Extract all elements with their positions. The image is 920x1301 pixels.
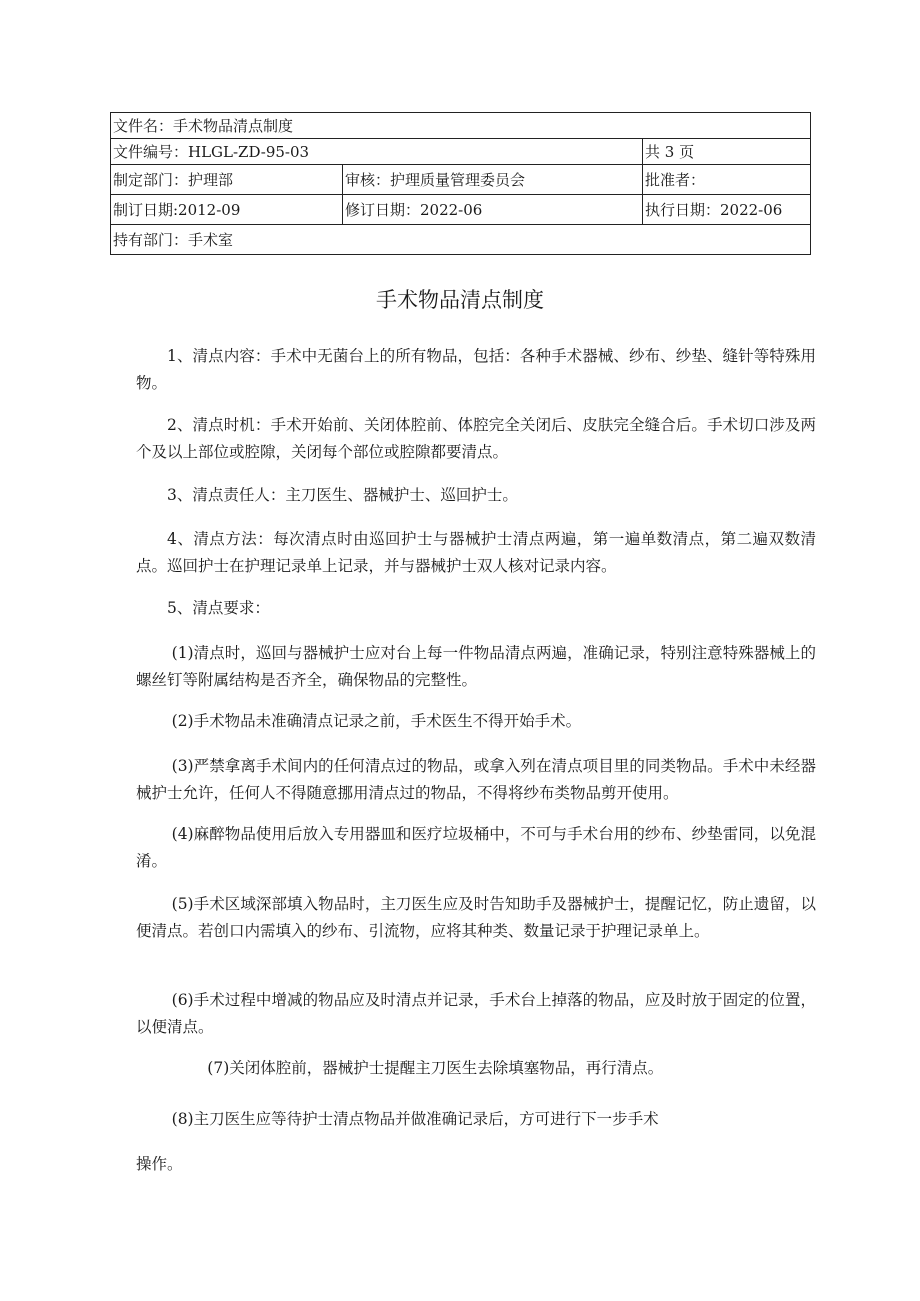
paragraph-1: 1、清点内容：手术中无菌台上的所有物品，包括：各种手术器械、纱布、纱垫、缝针等特殊用物。: [136, 347, 816, 392]
file-name-cell: 文件名：手术物品清点制度: [111, 113, 811, 139]
department-cell: 制定部门：护理部: [111, 165, 343, 195]
made-date-cell: 制订日期:2012-09: [111, 195, 343, 225]
paragraph-2: 2、清点时机：手术开始前、关闭体腔前、体腔完全关闭后、皮肤完全缝合后。手术切口涉及两个及以上部位或腔隙，关闭每个部位或腔隙都要清点。: [136, 416, 816, 461]
requirement-7: (7)关闭体腔前，器械护士提醒主刀医生去除填塞物品，再行清点。: [207, 1059, 664, 1077]
paragraph-3: 3、清点责任人：主刀医生、器械护士、巡回护士。: [167, 486, 518, 504]
requirement-8-continued: 操作。: [136, 1155, 183, 1173]
reviewer-cell: 审核：护理质量管理委员会: [343, 165, 643, 195]
paragraph-4: 4、清点方法：每次清点时由巡回护士与器械护士清点两遍，第一遍单数清点，第二遍双数清点。巡回护士在护理记录单上记录，并与器械护士双人核对记录内容。: [136, 530, 816, 575]
approver-cell: 批准者：: [643, 165, 811, 195]
requirement-1: (1)清点时，巡回与器械护士应对台上每一件物品清点两遍，准确记录，特别注意特殊器械上的螺丝钉等附属结构是否齐全，确保物品的完整性。: [136, 644, 816, 689]
requirement-4: (4)麻醉物品使用后放入专用器皿和医疗垃圾桶中，不可与手术台用的纱布、纱垫雷同，以免混淆。: [136, 825, 816, 870]
page-count-cell: 共 3 页: [643, 139, 811, 165]
requirement-6: (6)手术过程中增减的物品应及时清点并记录，手术台上掉落的物品，应及时放于固定的位置，以便清点。: [136, 991, 816, 1036]
requirement-3: (3)严禁拿离手术间内的任何清点过的物品，或拿入列在清点项目里的同类物品。手术中未经器械护士允许，任何人不得随意挪用清点过的物品，不得将纱布类物品剪开使用。: [136, 757, 816, 802]
paragraph-5: 5、清点要求：: [167, 599, 270, 617]
requirement-2: (2)手术物品未准确清点记录之前，手术医生不得开始手术。: [171, 712, 582, 730]
holder-cell: 持有部门：手术室: [111, 225, 811, 255]
exec-date-cell: 执行日期：2022-06: [643, 195, 811, 225]
requirement-8: (8)主刀医生应等待护士清点物品并做准确记录后，方可进行下一步手术: [171, 1110, 659, 1128]
document-title: 手术物品清点制度: [376, 288, 544, 312]
revised-date-cell: 修订日期：2022-06: [343, 195, 643, 225]
document-info-table: [110, 112, 811, 255]
file-number-cell: 文件编号：HLGL-ZD-95-03: [111, 139, 643, 165]
requirement-5: (5)手术区域深部填入物品时，主刀医生应及时告知助手及器械护士，提醒记忆，防止遗留，以便清点。若创口内需填入的纱布、引流物，应将其种类、数量记录于护理记录单上。: [136, 895, 816, 940]
